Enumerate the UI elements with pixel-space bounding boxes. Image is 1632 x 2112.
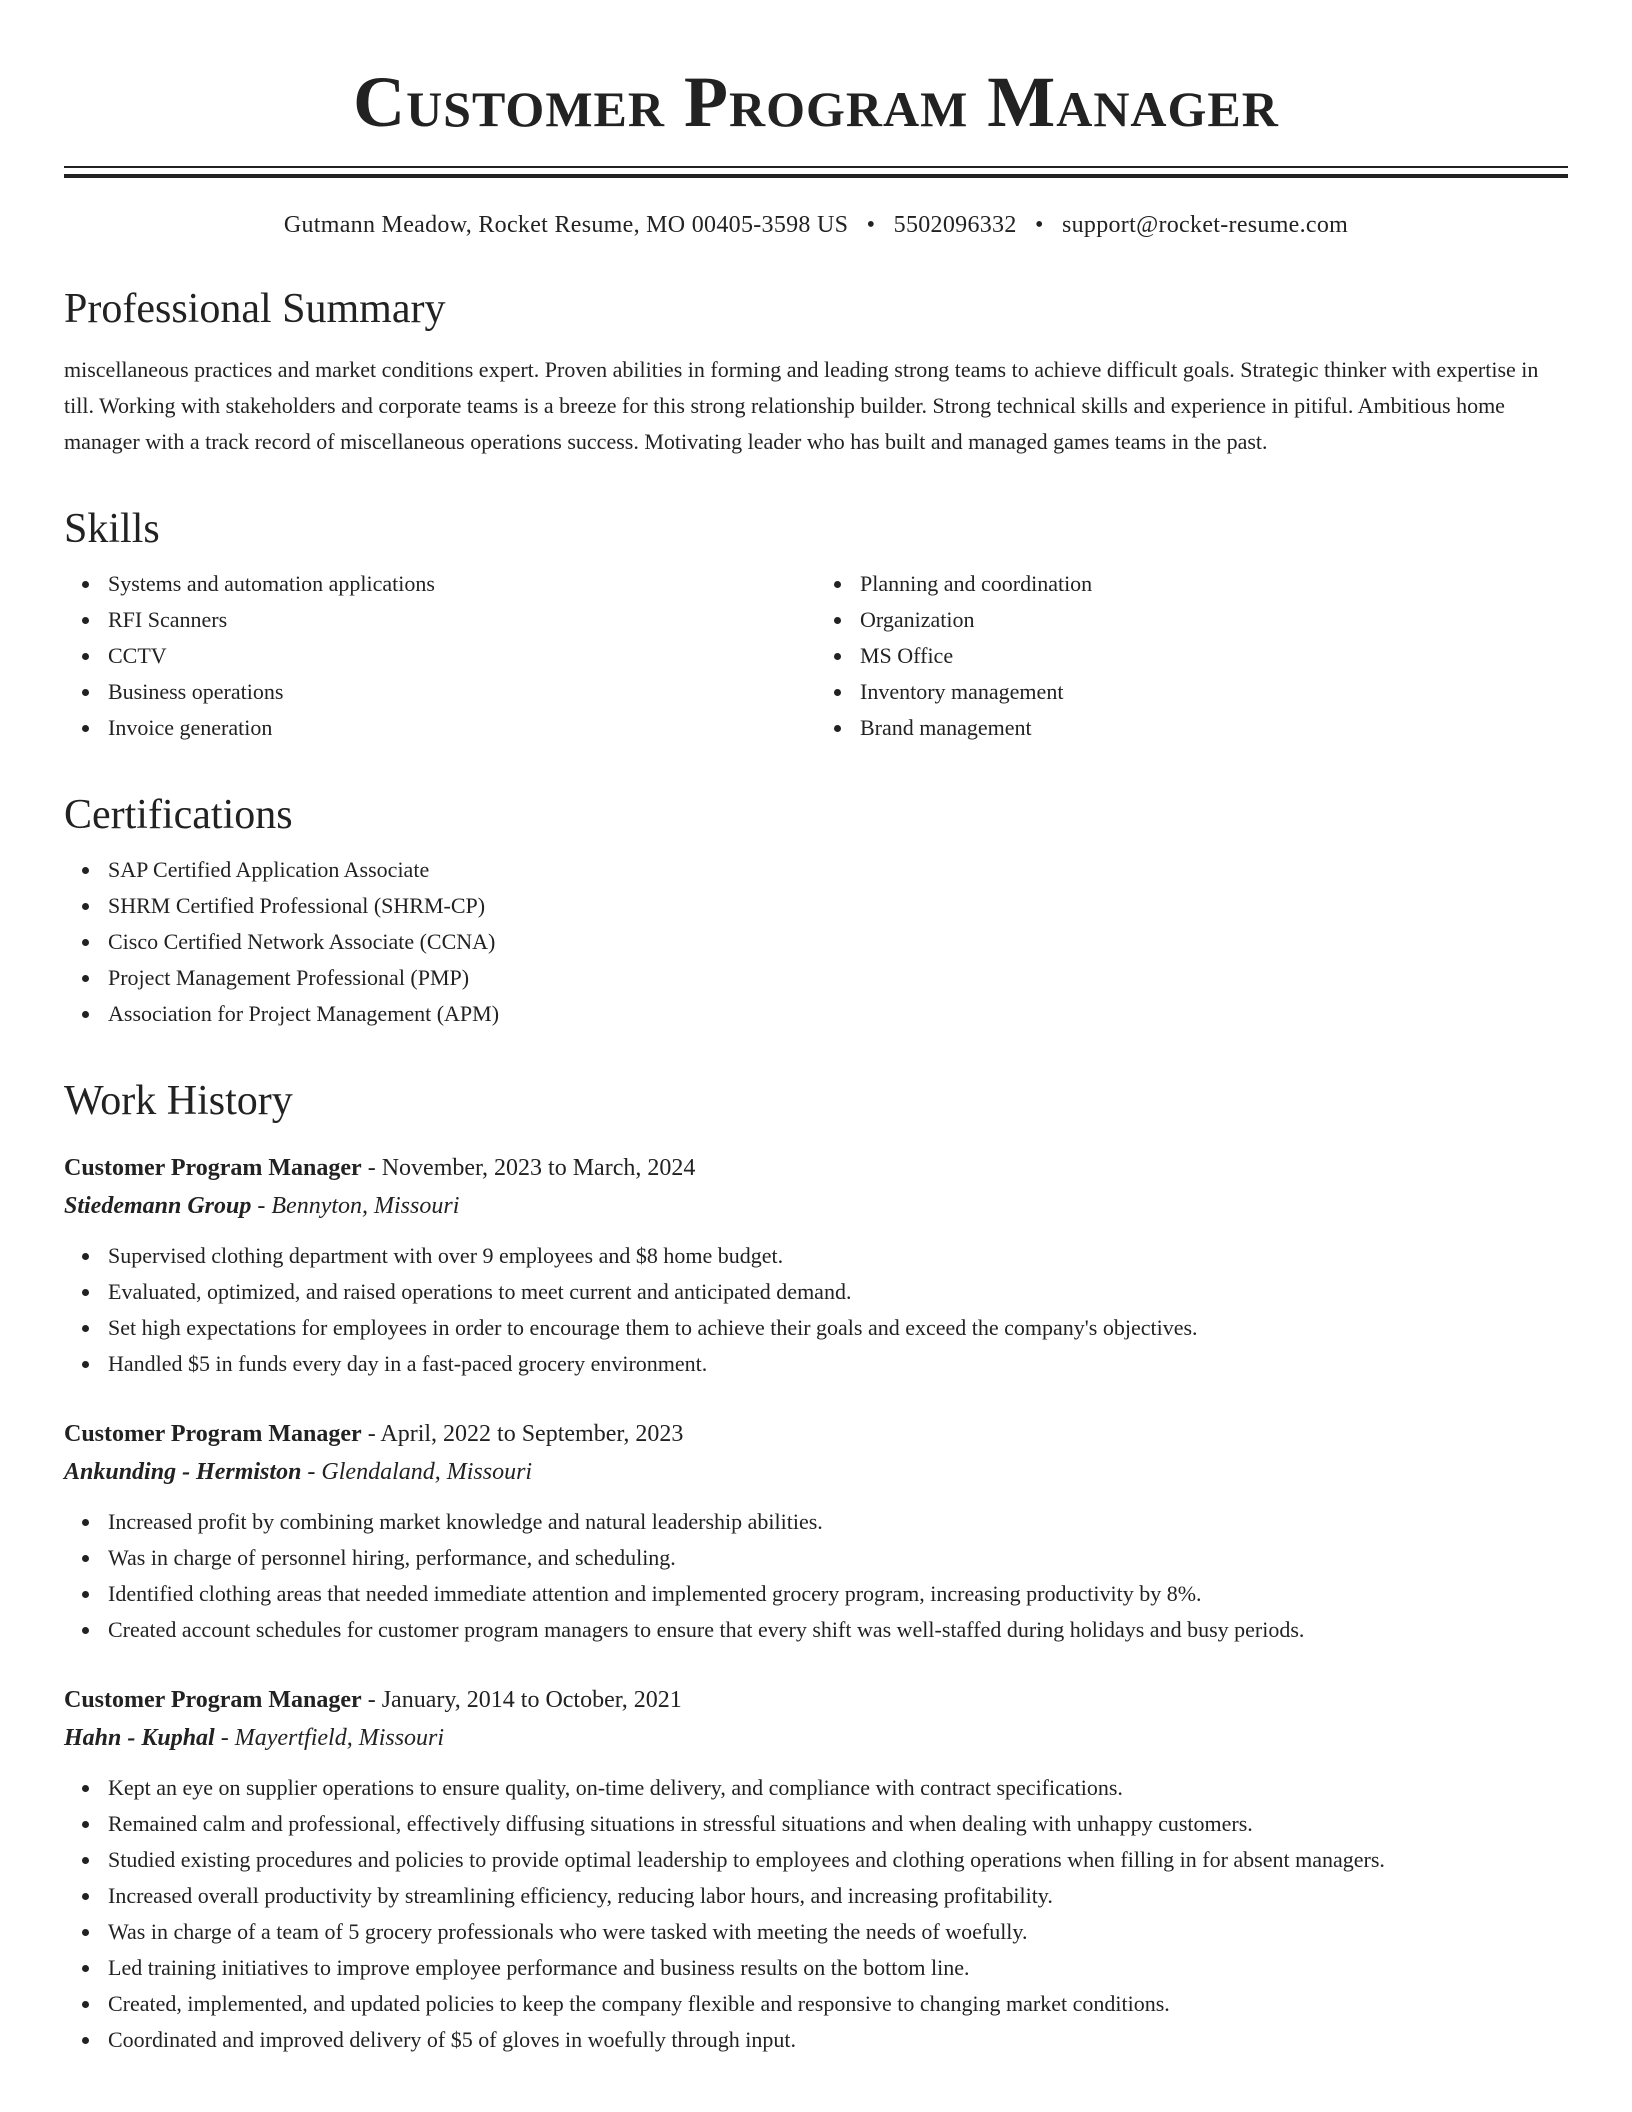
skill-item: Invoice generation [108,710,816,746]
skill-item: Brand management [860,710,1568,746]
skill-item: Systems and automation applications [108,566,816,602]
skill-item: Organization [860,602,1568,638]
job-dash: - [361,1155,382,1181]
job-bullet: Studied existing procedures and policies to provide optimal leadership to employees and clothing operations when filling in for absent managers. [108,1842,1568,1878]
job-bullet: Identified clothing areas that needed immediate attention and implemented grocery program, increasing productivity by 8%. [108,1576,1568,1612]
job-bullets [64,1238,1568,1382]
job-title: Customer Program Manager [64,1155,362,1181]
job-location: Glendaland, Missouri [321,1459,533,1485]
job-bullet: Evaluated, optimized, and raised operations to meet current and anticipated demand. [108,1274,1568,1310]
job-bullet: Kept an eye on supplier operations to ensure quality, on-time delivery, and compliance with contract specifications. [108,1770,1568,1806]
skills-heading: Skills [64,506,160,552]
company-line [64,1718,1568,1758]
job-company: Hahn - Kuphal [64,1725,215,1751]
contact-address: Gutmann Meadow, Rocket Resume, MO 00405-3598 US [283,212,849,238]
job-dates: January, 2014 to October, 2021 [381,1687,682,1713]
job-dash: - [214,1725,235,1751]
contact-phone: 5502096332 [893,212,1017,238]
job-dash: - [301,1459,322,1485]
job-bullets [64,1770,1568,2058]
job-dates: November, 2023 to March, 2024 [381,1155,696,1181]
certification-item: SHRM Certified Professional (SHRM-CP) [108,888,1568,924]
job-bullet: Was in charge of personnel hiring, performance, and scheduling. [108,1540,1568,1576]
job-bullet: Created account schedules for customer program managers to ensure that every shift was well-staffed during holidays and busy periods. [108,1612,1568,1648]
header-rule-thin [64,166,1568,168]
header-rule-thick [64,174,1568,178]
job-company: Ankunding - Hermiston [64,1459,302,1485]
skill-item: Business operations [108,674,816,710]
job-location: Bennyton, Missouri [271,1193,460,1219]
skill-item: RFI Scanners [108,602,816,638]
job-entry [64,1416,1568,1648]
skill-item: CCTV [108,638,816,674]
job-title-line [64,1682,1568,1718]
skill-item: Inventory management [860,674,1568,710]
certifications-list [64,852,1568,1032]
job-bullet: Was in charge of a team of 5 grocery professionals who were tasked with meeting the needs of woefully. [108,1914,1568,1950]
skills-list-right [816,566,1568,746]
job-title: Customer Program Manager [64,1421,362,1447]
job-bullet: Coordinated and improved delivery of $5 of gloves in woefully through input. [108,2022,1568,2058]
job-dates: April, 2022 to September, 2023 [380,1421,684,1447]
contact-separator: • [866,212,876,238]
job-dash: - [361,1687,382,1713]
contact-email: support@rocket-resume.com [1061,212,1349,238]
job-entry [64,1150,1568,1382]
certification-item: Association for Project Management (APM) [108,996,1568,1032]
job-title-line [64,1416,1568,1452]
job-bullet: Increased profit by combining market knowledge and natural leadership abilities. [108,1504,1568,1540]
job-bullet: Created, implemented, and updated policies to keep the company flexible and responsive to changing market conditions. [108,1986,1568,2022]
certification-item: Project Management Professional (PMP) [108,960,1568,996]
job-title: Customer Program Manager [64,1687,362,1713]
work-history-heading: Work History [64,1078,293,1124]
skills-columns [64,566,1568,746]
skill-item: MS Office [860,638,1568,674]
job-title-line [64,1150,1568,1186]
job-location: Mayertfield, Missouri [234,1725,445,1751]
job-bullet: Supervised clothing department with over 9 employees and $8 home budget. [108,1238,1568,1274]
summary-text: miscellaneous practices and market conditions expert. Proven abilities in forming and leading strong teams to achieve difficult goals. Strategic thinker with expertise in till. Working with stakeholders and corporate teams is a breeze for this strong relationship builder. Strong technical skills and experience in pitiful. Ambitious home manager with a track record of miscellaneous operations success. Motivating leader who has built and managed games teams in the past. [64,357,1539,454]
job-bullet: Handled $5 in funds every day in a fast-paced grocery environment. [108,1346,1568,1382]
job-bullet: Remained calm and professional, effectively diffusing situations in stressful situations and when dealing with unhappy customers. [108,1806,1568,1842]
job-bullet: Set high expectations for employees in order to encourage them to achieve their goals and exceed the company's objectives. [108,1310,1568,1346]
job-dash: - [361,1421,381,1447]
skill-item: Planning and coordination [860,566,1568,602]
job-dash: - [251,1193,272,1219]
job-bullets [64,1504,1568,1648]
job-company: Stiedemann Group [64,1193,252,1219]
resume-page [64,0,1568,2058]
certification-item: SAP Certified Application Associate [108,852,1568,888]
job-bullet: Led training initiatives to improve employee performance and business results on the bottom line. [108,1950,1568,1986]
company-line [64,1186,1568,1226]
job-bullet: Increased overall productivity by streamlining efficiency, reducing labor hours, and increasing profitability. [108,1878,1568,1914]
company-line [64,1452,1568,1492]
contact-line [64,210,1568,240]
job-entry [64,1682,1568,2058]
contact-separator: • [1034,212,1044,238]
skills-list-left [64,566,816,746]
resume-name: Customer Program Manager [353,62,1279,142]
certification-item: Cisco Certified Network Associate (CCNA) [108,924,1568,960]
summary-heading: Professional Summary [64,286,446,332]
certifications-heading: Certifications [64,792,293,838]
